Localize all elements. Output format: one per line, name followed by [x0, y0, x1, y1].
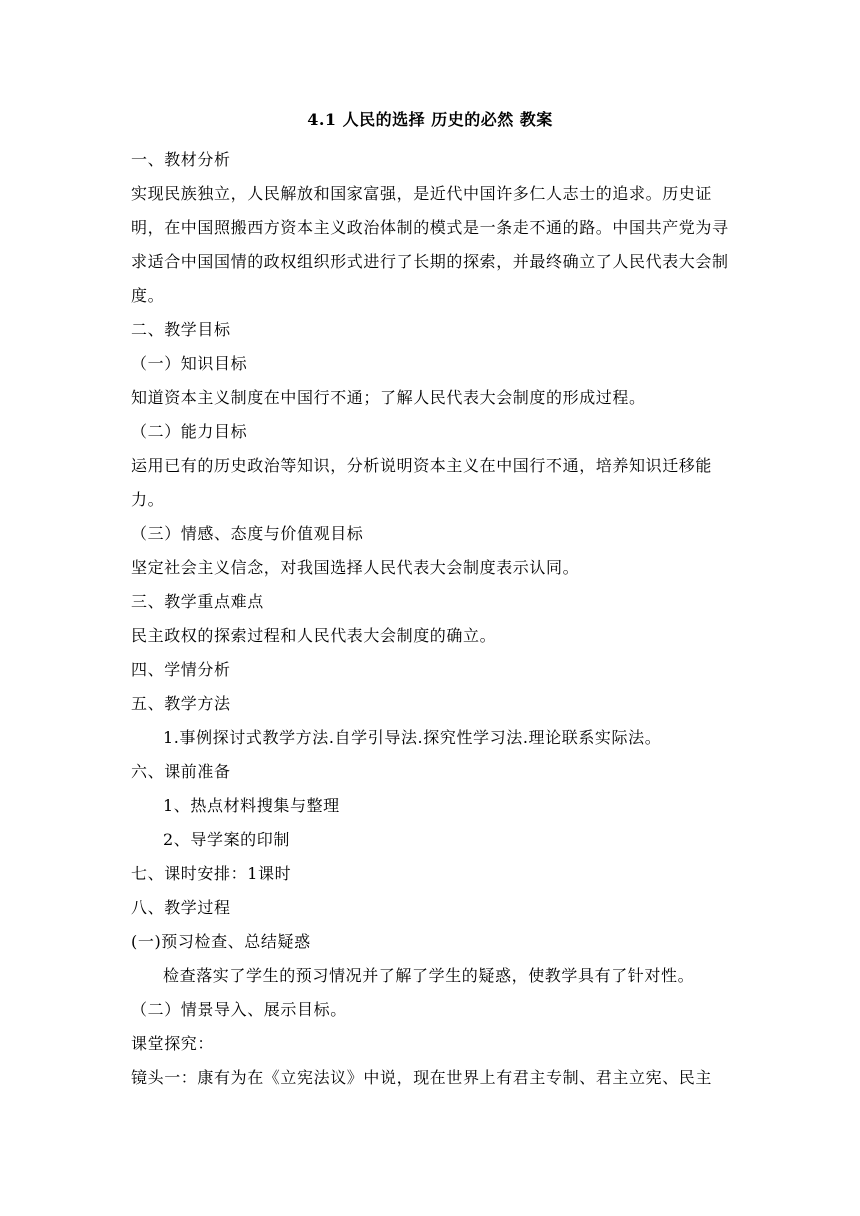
section-heading-learner-analysis: 四、学情分析 [131, 660, 231, 679]
paragraph-emotion-goal: 坚定社会主义信念，对我国选择人民代表大会制度表示认同。 [131, 558, 580, 577]
subheading-emotion-goal: （三）情感、态度与价值观目标 [131, 524, 364, 543]
paragraph-textbook-analysis: 实现民族独立，人民解放和国家富强，是近代中国许多仁人志士的追求。历史证明，在中国照搬西方资本主义政治体制的模式是一条走不通的路。中国共产党为寻求适合中国国情的政权组织形式进行了长期的探索，并最终确立了人民代表大会制度。 [131, 184, 729, 305]
subheading-preview-check: (一)预习检查、总结疑惑 [131, 932, 311, 951]
paragraph-ability-goal: 运用已有的历史政治等知识，分析说明资本主义在中国行不通，培养知识迁移能力。 [131, 456, 713, 509]
heading-class-exploration: 课堂探究： [131, 1034, 215, 1053]
subheading-ability-goal: （二）能力目标 [131, 422, 248, 441]
paragraph-scene-one: 镜头一：康有为在《立宪法议》中说，现在世界上有君主专制、君主立宪、民主 [131, 1068, 713, 1087]
list-item-preparation-2: 2、导学案的印制 [163, 830, 290, 849]
section-heading-teaching-goals: 二、教学目标 [131, 320, 231, 339]
section-heading-class-schedule: 七、课时安排：1课时 [131, 864, 292, 883]
paragraph-preview-check: 检查落实了学生的预习情况并了解了学生的疑惑，使教学具有了针对性。 [163, 966, 695, 985]
section-heading-key-points: 三、教学重点难点 [131, 592, 264, 611]
list-item-teaching-method: 1.事例探讨式教学方法.自学引导法.探究性学习法.理论联系实际法。 [163, 728, 662, 747]
section-heading-teaching-process: 八、教学过程 [131, 898, 231, 917]
section-heading-preparation: 六、课前准备 [131, 762, 231, 781]
subheading-knowledge-goal: （一）知识目标 [131, 354, 248, 373]
list-item-preparation-1: 1、热点材料搜集与整理 [163, 796, 340, 815]
document-title: 4.1 人民的选择 历史的必然 教案 [307, 110, 553, 129]
subheading-scenario-intro: （二）情景导入、展示目标。 [131, 1000, 347, 1019]
section-heading-teaching-methods: 五、教学方法 [131, 694, 231, 713]
paragraph-knowledge-goal: 知道资本主义制度在中国行不通；了解人民代表大会制度的形成过程。 [131, 388, 646, 407]
paragraph-key-points: 民主政权的探索过程和人民代表大会制度的确立。 [131, 626, 497, 645]
section-heading-textbook-analysis: 一、教材分析 [131, 150, 231, 169]
document-body [131, 143, 731, 1095]
